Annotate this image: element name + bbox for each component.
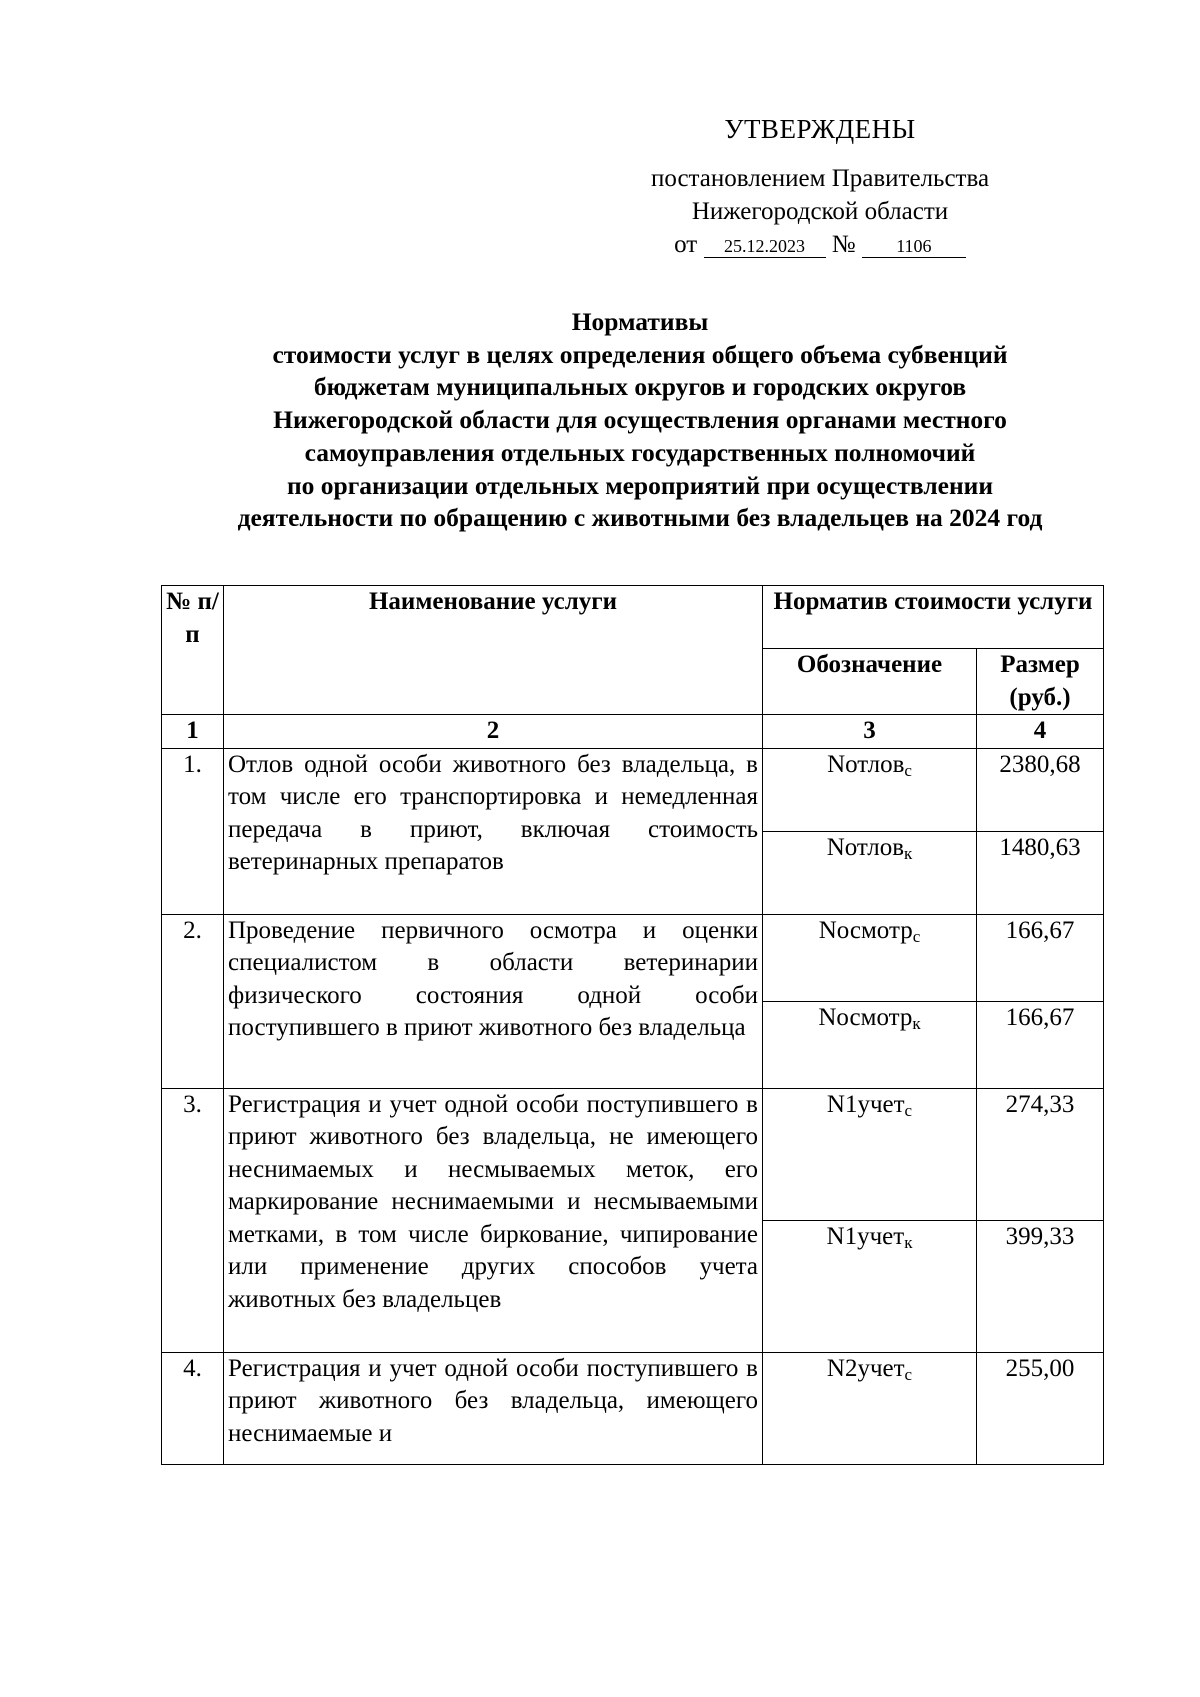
row-number: 3.: [162, 1088, 224, 1352]
norms-table: [161, 585, 1104, 1465]
header-designation: Обозначение: [763, 649, 977, 715]
header-norm: Норматив стоимости услуги: [763, 586, 1104, 649]
service-name: Проведение первичного осмотра и оценки специалистом в области ветеринарии физического состояния одной особи поступившего в приют животного без владельца: [224, 914, 763, 1088]
title-line: бюджетам муниципальных округов и городских округов: [313, 372, 967, 402]
norm-designation: Nосмотр$_с$: [763, 914, 977, 1001]
title-line: по организации отдельных мероприятий при осуществлении: [286, 470, 994, 500]
norm-designation: N2учет$_с$: [763, 1352, 977, 1464]
title-line: самоуправления отдельных государственных полномочий: [304, 437, 976, 467]
header-num: № п/п: [162, 586, 224, 715]
date-prefix: от: [674, 231, 698, 258]
column-number: 2: [224, 715, 763, 749]
header-amount: Размер (руб.): [977, 649, 1104, 715]
approval-region-line: Нижегородской области: [691, 198, 949, 225]
approval-date: 25.12.2023: [704, 236, 826, 258]
document-title: [180, 306, 1100, 535]
title-line: деятельности по обращению с животными без владельцев на 2024 год: [237, 503, 1043, 533]
norm-amount: 166,67: [977, 914, 1104, 1001]
norm-designation: Nотлов$_с$: [763, 748, 977, 831]
title-line: Нормативы: [571, 307, 709, 336]
norm-designation: N1учет$_к$: [763, 1220, 977, 1352]
table-row: [162, 1088, 1104, 1220]
row-number: 2.: [162, 914, 224, 1088]
service-name: Регистрация и учет одной особи поступившего в приют животного без владельца, имеющего неснимаемые и: [224, 1352, 763, 1464]
column-number: 3: [763, 715, 977, 749]
column-number: 4: [977, 715, 1104, 749]
column-number: 1: [162, 715, 224, 749]
norm-amount: 255,00: [977, 1352, 1104, 1464]
norm-designation: Nотлов$_к$: [763, 831, 977, 914]
norm-amount: 274,33: [977, 1088, 1104, 1220]
norm-designation: Nосмотр$_к$: [763, 1001, 977, 1088]
column-numbers-row: [162, 715, 1104, 749]
row-number: 4.: [162, 1352, 224, 1464]
norm-designation: N1учет$_с$: [763, 1088, 977, 1220]
table-row: [162, 748, 1104, 831]
header-name: Наименование услуги: [224, 586, 763, 715]
norm-amount: 1480,63: [977, 831, 1104, 914]
row-number: 1.: [162, 748, 224, 914]
norm-amount: 166,67: [977, 1001, 1104, 1088]
approval-date-line: [600, 231, 1040, 259]
norm-amount: 399,33: [977, 1220, 1104, 1352]
table-header-row: [162, 586, 1104, 649]
number-sign: №: [831, 231, 856, 258]
table-row: [162, 914, 1104, 1001]
approval-number: 1106: [862, 236, 966, 258]
approval-title: УТВЕРЖДЕНЫ: [724, 114, 916, 144]
table-row: [162, 1352, 1104, 1464]
approval-authority-line: постановлением Правительства: [650, 165, 990, 192]
title-line: Нижегородской области для осуществления органами местного: [273, 405, 1007, 435]
service-name: Отлов одной особи животного без владельца, в том числе его транспортировка и немедленная передача в приют, включая стоимость ветеринарных препаратов: [224, 748, 763, 914]
norm-amount: 2380,68: [977, 748, 1104, 831]
title-line: стоимости услуг в целях определения общего объема субвенций: [272, 339, 1008, 369]
service-name: Регистрация и учет одной особи поступившего в приют животного без владельца, не имеющего неснимаемых и несмываемых меток, его маркирование неснимаемыми и несмываемыми метками, в том числе биркование, чипирование или применение других способов учета животных без владельцев: [224, 1088, 763, 1352]
